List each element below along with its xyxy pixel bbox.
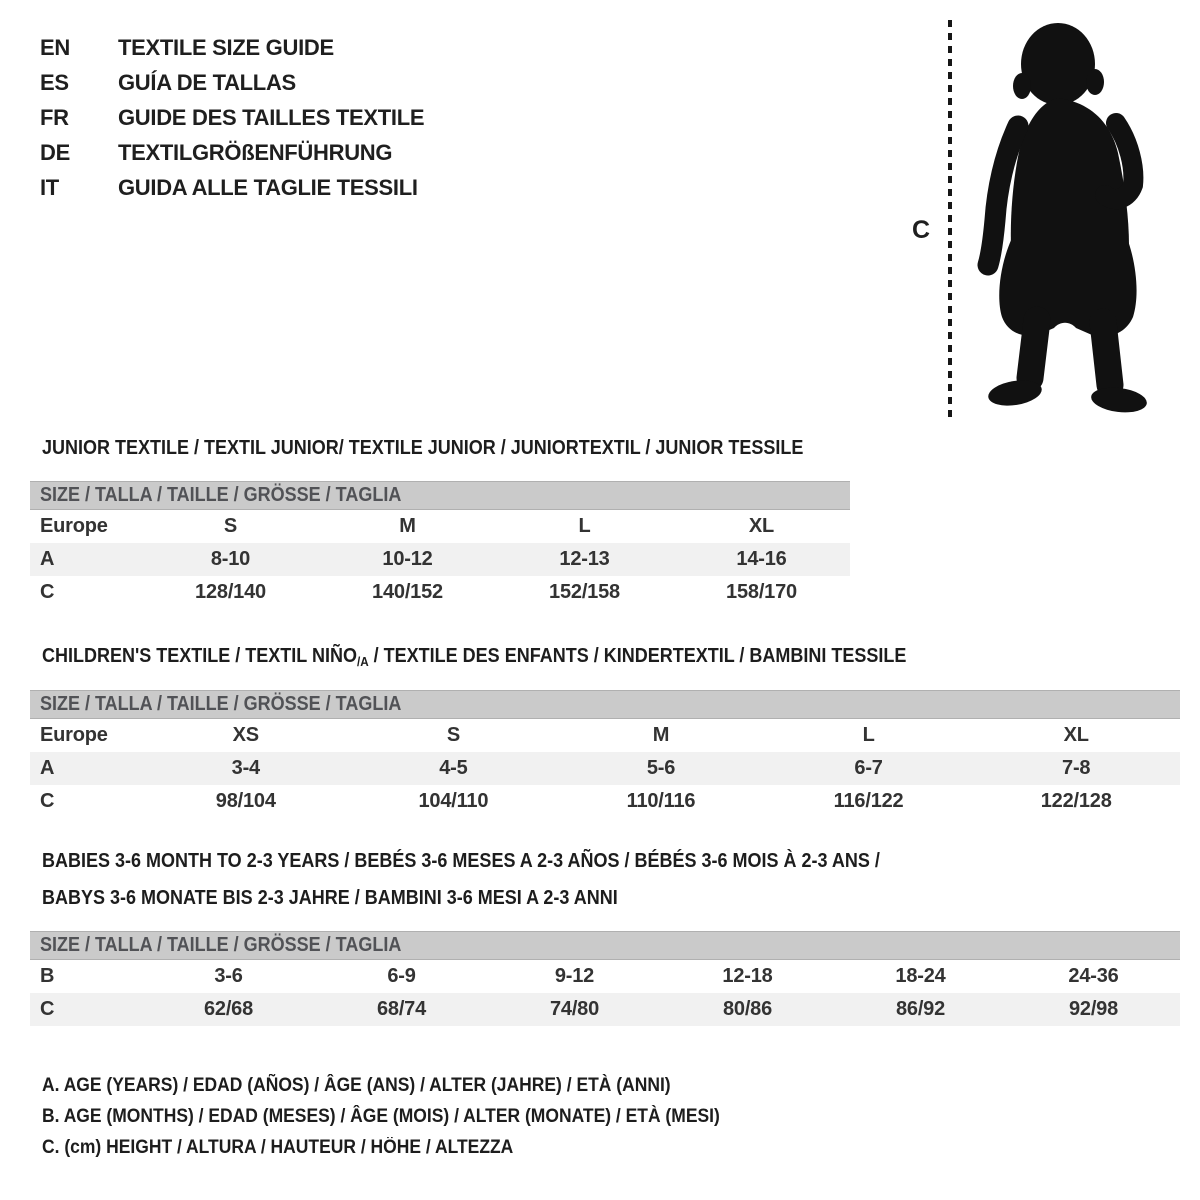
table-cell: XS — [232, 724, 259, 746]
table-cell: 110/116 — [626, 790, 696, 812]
language-label: TEXTILE SIZE GUIDE — [118, 34, 334, 60]
table-cell: 86/92 — [895, 998, 946, 1020]
table-cell: 98/104 — [215, 790, 276, 812]
table-cell: 6-9 — [387, 965, 416, 987]
table-row — [30, 719, 1180, 752]
table-cell: 104/110 — [418, 790, 489, 812]
junior-section-title: JUNIOR TEXTILE / TEXTIL JUNIOR/ TEXTILE JUNIOR / JUNIORTEXTIL / JUNIOR TESSILE — [42, 437, 804, 459]
table-cell: M — [652, 724, 670, 746]
table-cell: 122/128 — [1040, 790, 1112, 812]
table-cell: 3-6 — [214, 965, 243, 987]
height-c-label: C — [912, 216, 931, 244]
table-row — [30, 993, 1180, 1026]
babies-section-title — [42, 843, 880, 917]
language-code: ES — [40, 69, 69, 95]
language-code: DE — [40, 139, 70, 165]
children-section-title — [42, 645, 906, 668]
table-cell: 24-36 — [1068, 965, 1119, 987]
language-label: GUÍA DE TALLAS — [118, 69, 296, 95]
table-row — [30, 510, 850, 543]
table-cell: 10-12 — [382, 548, 433, 570]
table-cell: 5-6 — [646, 757, 676, 779]
table-row — [30, 752, 1180, 785]
table-cell: XL — [1063, 724, 1089, 746]
row-label: C — [40, 790, 55, 812]
table-cell: 14-16 — [736, 548, 787, 570]
height-dashed-line — [948, 20, 952, 417]
table-cell: 74/80 — [549, 998, 600, 1020]
junior-size-header-bar — [30, 481, 850, 510]
language-label: TEXTILGRÖßENFÜHRUNG — [118, 139, 393, 165]
babies-title-line1: BABIES 3-6 MONTH TO 2-3 YEARS / BEBÉS 3-6 MESES A 2-3 AÑOS / BÉBÉS 3-6 MOIS À 2-3 ANS / — [42, 850, 880, 872]
language-row-fr — [40, 100, 424, 135]
table-cell: 158/170 — [726, 581, 797, 603]
language-row-it — [40, 170, 424, 205]
footnote-age-months: B. AGE (MONTHS) / EDAD (MESES) / ÂGE (MOIS) / ALTER (MONATE) / ETÀ (MESI) — [42, 1106, 720, 1127]
children-title-subscript: /A — [356, 654, 369, 669]
row-label: C — [40, 581, 55, 603]
table-cell: 62/68 — [203, 998, 254, 1020]
table-row — [30, 543, 850, 576]
table-cell: 18-24 — [895, 965, 946, 987]
language-code: EN — [40, 34, 70, 60]
size-header-label: SIZE / TALLA / TAILLE / GRÖSSE / TAGLIA — [40, 934, 402, 956]
language-label: GUIDA ALLE TAGLIE TESSILI — [118, 174, 418, 200]
table-cell: 80/86 — [722, 998, 773, 1020]
children-size-header-bar — [30, 690, 1180, 719]
row-label: A — [40, 757, 55, 779]
language-code: IT — [40, 174, 59, 200]
babies-title-line2: BABYS 3-6 MONATE BIS 2-3 JAHRE / BAMBINI 3-6 MESI A 2-3 ANNI — [42, 887, 618, 909]
language-list — [40, 30, 424, 205]
table-cell: 68/74 — [376, 998, 427, 1020]
language-label: GUIDE DES TAILLES TEXTILE — [118, 104, 425, 130]
table-row — [30, 576, 850, 609]
table-cell: 6-7 — [854, 757, 883, 779]
language-row-es — [40, 65, 424, 100]
row-label: Europe — [40, 724, 108, 746]
table-cell: 128/140 — [195, 581, 266, 603]
table-cell: 116/122 — [833, 790, 904, 812]
children-title-main: CHILDREN'S TEXTILE / TEXTIL NIÑO — [42, 645, 357, 667]
table-cell: 12-13 — [559, 548, 610, 570]
table-cell: 140/152 — [372, 581, 443, 603]
footnote-age-years: A. AGE (YEARS) / EDAD (AÑOS) / ÂGE (ANS) / ALTER (JAHRE) / ETÀ (ANNI) — [42, 1075, 671, 1096]
table-cell: L — [578, 515, 591, 537]
table-cell: XL — [748, 515, 775, 537]
table-cell: 7-8 — [1062, 757, 1091, 779]
table-cell: S — [223, 515, 238, 537]
table-cell: 92/98 — [1068, 998, 1119, 1020]
table-cell: 3-4 — [231, 757, 260, 779]
table-cell: L — [862, 724, 875, 746]
table-cell: 152/158 — [549, 581, 620, 603]
language-row-en — [40, 30, 424, 65]
language-row-de — [40, 135, 424, 170]
children-title-rest: / TEXTILE DES ENFANTS / KINDERTEXTIL / BAMBINI TESSILE — [368, 645, 907, 667]
height-measure-figure — [900, 10, 1190, 430]
babies-size-table — [30, 931, 1180, 1026]
toddler-silhouette-icon — [966, 18, 1148, 414]
size-header-label: SIZE / TALLA / TAILLE / GRÖSSE / TAGLIA — [40, 693, 402, 715]
table-cell: M — [399, 515, 416, 537]
children-size-table — [30, 690, 1180, 818]
size-header-label: SIZE / TALLA / TAILLE / GRÖSSE / TAGLIA — [40, 484, 402, 506]
row-label: Europe — [40, 515, 108, 537]
table-cell: 4-5 — [439, 757, 468, 779]
footnotes — [42, 1070, 779, 1163]
row-label: A — [40, 548, 55, 570]
row-label: C — [40, 998, 55, 1020]
table-cell: 9-12 — [554, 965, 595, 987]
table-cell: 8-10 — [210, 548, 251, 570]
table-cell: 12-18 — [722, 965, 773, 987]
table-row — [30, 785, 1180, 818]
row-label: B — [40, 965, 55, 987]
junior-size-table — [30, 481, 850, 609]
table-row — [30, 960, 1180, 993]
babies-size-header-bar — [30, 931, 1180, 960]
table-cell: S — [446, 724, 460, 746]
language-code: FR — [40, 104, 69, 130]
footnote-height-cm: C. (cm) HEIGHT / ALTURA / HAUTEUR / HÖHE / ALTEZZA — [42, 1137, 514, 1158]
